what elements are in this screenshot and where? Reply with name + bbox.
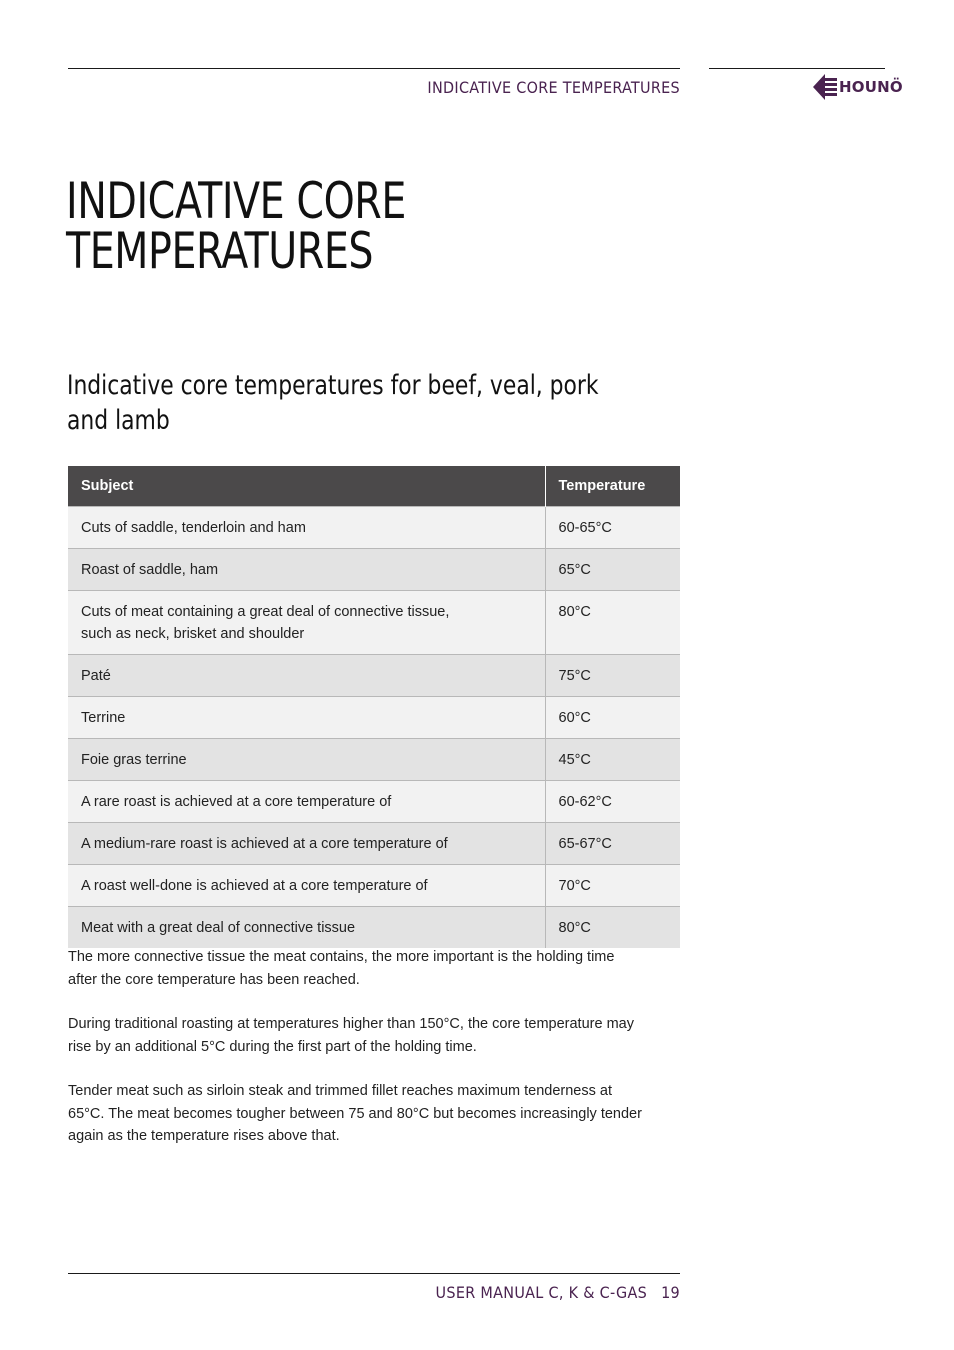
column-header-temperature: Temperature xyxy=(545,466,680,507)
subject-cell xyxy=(68,907,545,949)
paragraph-line: 65°C. The meat becomes tougher between 75 and 80°C but becomes increasingly tender xyxy=(68,1105,642,1122)
core-temperature-table xyxy=(68,466,680,948)
table-row xyxy=(68,655,680,697)
table-row xyxy=(68,781,680,823)
table-row xyxy=(68,907,680,949)
subject-text: Roast of saddle, ham xyxy=(81,562,219,578)
temperature-cell: 70°C xyxy=(545,865,680,907)
footer-rule xyxy=(68,1273,680,1274)
subject-text: Cuts of saddle, tenderloin and ham xyxy=(81,520,306,536)
temperature-cell: 60-62°C xyxy=(545,781,680,823)
temperature-cell: 65°C xyxy=(545,549,680,591)
subject-cell xyxy=(68,591,545,655)
subject-cell xyxy=(68,739,545,781)
subject-text: A rare roast is achieved at a core temperature of xyxy=(81,794,392,810)
table-row xyxy=(68,823,680,865)
subject-text: Terrine xyxy=(81,710,126,726)
subject-text: Paté xyxy=(81,668,111,684)
table-row xyxy=(68,591,680,655)
subject-cell xyxy=(68,549,545,591)
houno-logo xyxy=(811,72,903,102)
footer-manual-title: USER MANUAL C, K & C-GAS xyxy=(435,1283,648,1302)
page-title-line-2: TEMPERATURES xyxy=(66,222,374,280)
subject-cell xyxy=(68,697,545,739)
body-text xyxy=(68,946,680,1170)
subject-text: A medium-rare roast is achieved at a core temperature of xyxy=(81,836,448,852)
paragraph-line: Tender meat such as sirloin steak and trimmed fillet reaches maximum tenderness at xyxy=(68,1083,612,1099)
paragraph-line: During traditional roasting at temperatures higher than 150°C, the core temperature may xyxy=(68,1016,634,1032)
subject-text: Cuts of meat containing a great deal of connective tissue, xyxy=(81,604,450,620)
logo-wordmark: HOUNÖ xyxy=(839,78,903,96)
paragraph-line: rise by an additional 5°C during the first part of the holding time. xyxy=(68,1038,477,1055)
subject-cell xyxy=(68,823,545,865)
column-header-subject: Subject xyxy=(68,466,545,507)
page-footer xyxy=(68,1283,680,1302)
page-title xyxy=(66,172,524,280)
paragraph-holding-time xyxy=(68,946,680,991)
subject-text-continued: such as neck, brisket and shoulder xyxy=(81,626,305,642)
houno-logo-icon xyxy=(811,73,837,101)
paragraph-line: again as the temperature rises above that. xyxy=(68,1128,340,1144)
table-row xyxy=(68,697,680,739)
temperature-cell: 80°C xyxy=(545,907,680,949)
table-header-row xyxy=(68,466,680,507)
paragraph-tender-meat xyxy=(68,1080,680,1148)
header-rule-right xyxy=(709,68,885,69)
temperature-cell: 60-65°C xyxy=(545,507,680,549)
temperature-cell: 80°C xyxy=(545,591,680,655)
subject-cell xyxy=(68,781,545,823)
table-row xyxy=(68,865,680,907)
temperature-cell: 60°C xyxy=(545,697,680,739)
subject-cell xyxy=(68,865,545,907)
header-rule-left xyxy=(68,68,680,69)
paragraph-line: after the core temperature has been reached. xyxy=(68,971,360,988)
subject-text: Foie gras terrine xyxy=(81,752,187,768)
temperature-cell: 45°C xyxy=(545,739,680,781)
subject-cell xyxy=(68,655,545,697)
section-subtitle: Indicative core temperatures for beef, veal, pork and lamb xyxy=(67,370,599,436)
paragraph-traditional-roasting xyxy=(68,1013,680,1058)
table-row xyxy=(68,549,680,591)
paragraph-line: The more connective tissue the meat contains, the more important is the holding time xyxy=(68,949,615,965)
page-title-line-1: INDICATIVE CORE xyxy=(66,172,406,230)
temperature-cell: 65-67°C xyxy=(545,823,680,865)
subject-text: A roast well-done is achieved at a core temperature of xyxy=(81,878,428,894)
subject-cell xyxy=(68,507,545,549)
table-row xyxy=(68,507,680,549)
table-row xyxy=(68,739,680,781)
page-number: 19 xyxy=(661,1283,680,1302)
subject-text: Meat with a great deal of connective tissue xyxy=(81,920,356,936)
temperature-cell: 75°C xyxy=(545,655,680,697)
running-header-title: INDICATIVE CORE TEMPERATURES xyxy=(427,78,680,97)
